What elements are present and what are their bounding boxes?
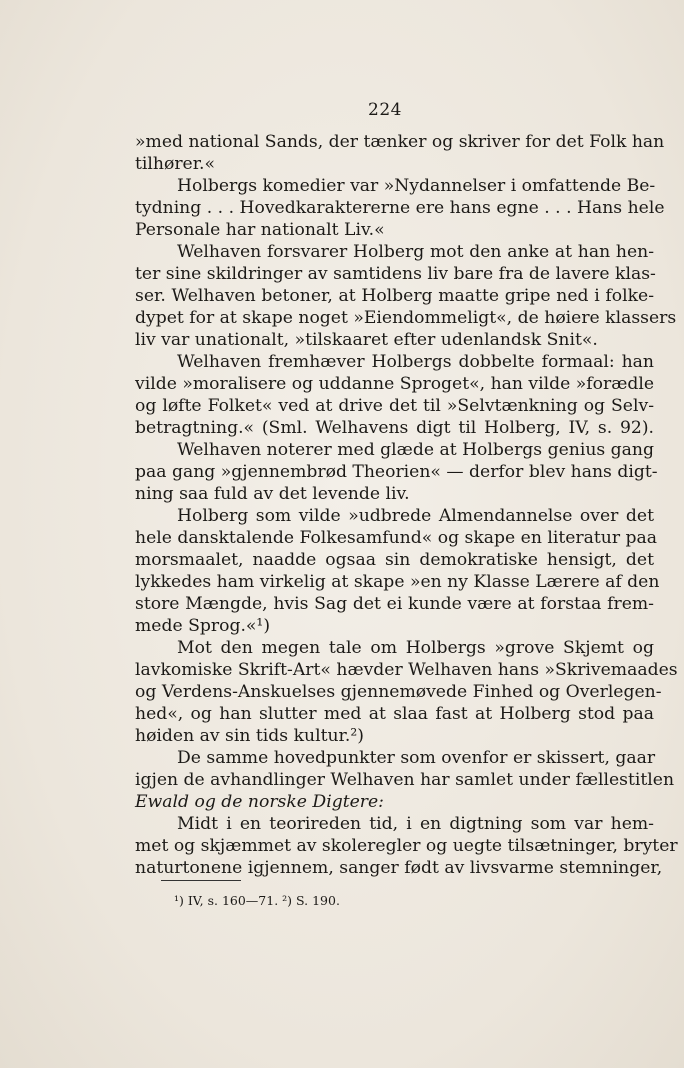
text-line: betragtning.« (Sml. Welhavens digt til Holberg, IV, s. 92). [135,418,654,438]
text-line: Welhaven noterer med glæde at Holbergs genius gang [177,440,654,460]
text-line: ser. Welhaven betoner, at Holberg maatte gripe ned i folke- [135,286,654,306]
text-line: Welhaven fremhæver Holbergs dobbelte formaal: han [177,352,654,372]
text-line: Personale har nationalt Liv.« [135,220,385,240]
text-line: ter sine skildringer av samtidens liv bare fra de lavere klas- [135,264,656,284]
text-line: »med national Sands, der tænker og skriver for det Folk han [135,132,665,152]
text-line: naturtonene igjennem, sanger født av livsvarme stemninger, [135,858,663,878]
footnote-divider [161,880,241,881]
text-line: Ewald og de norske Digtere: [135,792,384,812]
text-line: mede Sprog.«¹) [135,616,271,636]
body-text [135,131,678,879]
text-line: Welhaven forsvarer Holberg mot den anke at han hen- [177,242,654,262]
text-line: tilhører.« [135,154,216,174]
text-line: Midt i en teorireden tid, i en digtning som var hem- [177,814,654,834]
text-line: met og skjæmmet av skoleregler og uegte tilsætninger, bryter [135,836,678,856]
text-line: morsmaalet, naadde ogsaa sin demokratiske hensigt, det [135,550,654,570]
text-line: hele dansktalende Folkesamfund« og skape en literatur paa [135,528,658,548]
text-line: hed«, og han slutter med at slaa fast at Holberg stod paa [135,704,654,724]
text-line: ning saa fuld av det levende liv. [135,484,410,504]
text-line: dypet for at skape noget »Eiendommeligt«, de høiere klassers [135,308,677,328]
text-line: store Mængde, hvis Sag det ei kunde være at forstaa frem- [135,594,654,614]
text-line: De samme hovedpunkter som ovenfor er skissert, gaar [177,748,656,768]
text-line: og Verdens-Anskuelses gjennemøvede Finhed og Overlegen- [135,682,662,702]
text-line: Holbergs komedier var »Nydannelser i omfattende Be- [177,176,656,196]
text-line: lykkedes ham virkelig at skape »en ny Klasse Lærere af den [135,572,660,592]
text-line: liv var unationalt, »tilskaaret efter udenlandsk Snit«. [135,330,598,350]
text-line: og løfte Folket« ved at drive det til »Selvtænkning og Selv- [135,396,654,416]
text-line: igjen de avhandlinger Welhaven har samlet under fællestitlen [135,770,675,790]
page-number: 224 [368,100,402,120]
text-line: Holberg som vilde »udbrede Almendannelse over det [177,506,654,526]
text-line: Mot den megen tale om Holbergs »grove Skjemt og [177,638,654,658]
text-line: lavkomiske Skrift-Art« hævder Welhaven hans »Skrivemaades [135,660,678,680]
text-line: høiden av sin tids kultur.²) [135,726,364,746]
text-line: vilde »moralisere og uddanne Sproget«, han vilde »forædle [135,374,655,394]
footnotes: ¹) IV, s. 160—71. ²) S. 190. [174,893,340,908]
text-line: tydning . . . Hovedkaraktererne ere hans egne . . . Hans hele [135,198,665,218]
text-line: paa gang »gjennembrød Theorien« — derfor blev hans digt- [135,462,658,482]
